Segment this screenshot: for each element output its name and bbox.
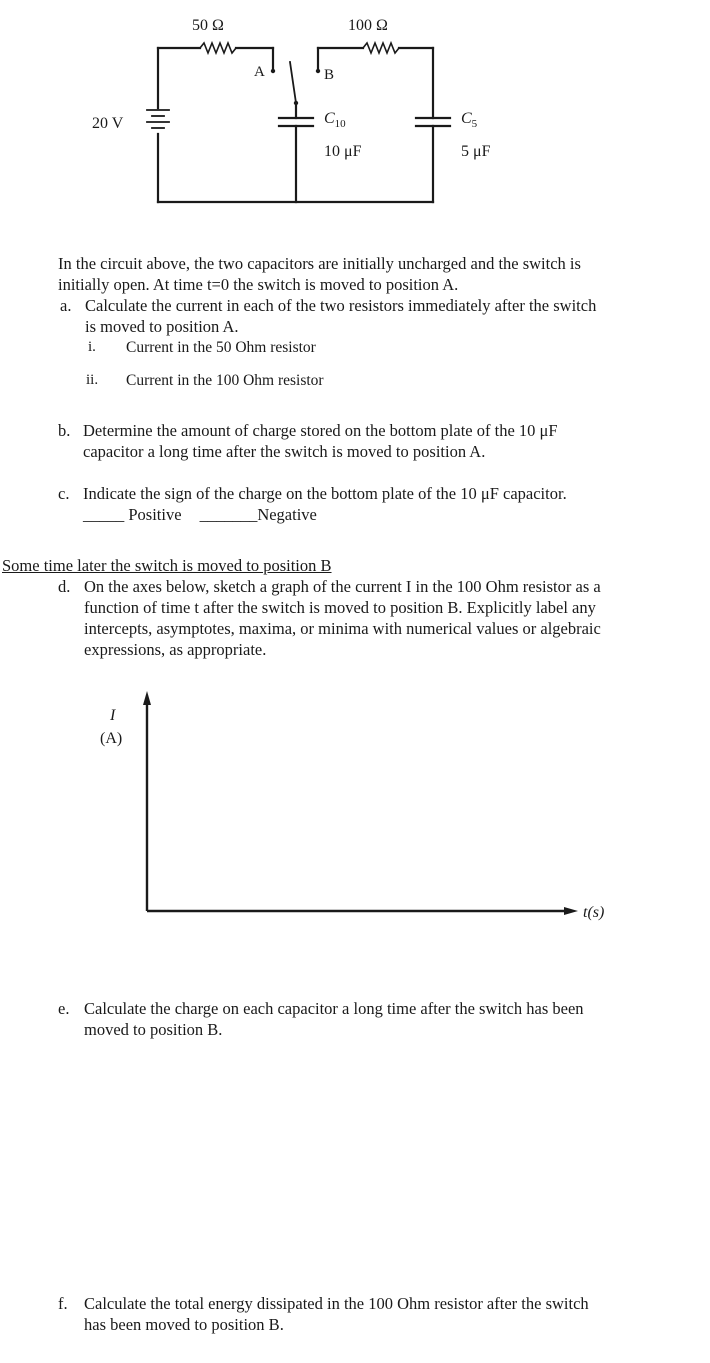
part-f-marker: f. — [58, 1294, 68, 1313]
part-a-ii-marker: ii. — [86, 372, 99, 388]
part-a-i-text: Current in the 50 Ohm resistor — [126, 339, 316, 356]
cap5-subscript: 5 — [471, 118, 478, 130]
positive-label: Positive — [124, 505, 182, 524]
x-axis-label: t(s) — [583, 904, 605, 921]
part-a-i-marker: i. — [88, 339, 96, 355]
y-axis-unit: (A) — [100, 730, 123, 747]
cap5-letter: C — [461, 110, 472, 127]
part-a-ii-text: Current in the 100 Ohm resistor — [126, 372, 324, 389]
switch-label-b: B — [324, 67, 335, 83]
part-e-line-2: moved to position B. — [84, 1020, 223, 1039]
part-d-line-3: intercepts, asymptotes, maxima, or minima with numerical values or algebraic — [84, 619, 601, 638]
y-axis-symbol: I — [110, 707, 116, 724]
part-d-line-4: expressions, as appropriate. — [84, 640, 267, 659]
part-d-line-1: On the axes below, sketch a graph of the current I in the 100 Ohm resistor as a — [84, 577, 601, 596]
battery-label: 20 V — [92, 115, 124, 132]
part-a-line-1: Calculate the current in each of the two resistors immediately after the switch — [85, 296, 597, 315]
part-a-line-2: is moved to position A. — [85, 317, 239, 336]
negative-label: Negative — [257, 505, 317, 524]
intro-line-2: initially open. At time t=0 the switch is moved to position A. — [58, 275, 459, 294]
cap10-name — [324, 110, 346, 130]
resistor-50 — [200, 43, 236, 53]
resistor-100-label: 100 Ω — [348, 17, 388, 34]
negative-blank[interactable]: _______ — [199, 505, 258, 524]
cap5-name — [461, 110, 478, 130]
part-c-line-1: Indicate the sign of the charge on the bottom plate of the 10 μF capacitor. — [83, 484, 567, 503]
part-b-marker: b. — [58, 421, 71, 440]
switch-label-a: A — [254, 64, 265, 80]
part-c-options — [83, 504, 317, 525]
cap5-value: 5 μF — [461, 143, 491, 160]
positive-blank[interactable]: _____ — [83, 505, 125, 524]
part-d-marker: d. — [58, 577, 71, 596]
switch-contact-a — [271, 69, 275, 73]
part-c-marker: c. — [58, 484, 70, 503]
resistor-50-label: 50 Ω — [192, 17, 224, 34]
part-b-line-1: Determine the amount of charge stored on the bottom plate of the 10 μF — [83, 421, 558, 440]
circuit-diagram — [0, 0, 710, 220]
switch-contact-b — [316, 69, 320, 73]
part-e-marker: e. — [58, 999, 70, 1018]
current-vs-time-axes[interactable] — [0, 680, 710, 930]
resistor-100 — [363, 43, 399, 53]
x-axis-arrow — [564, 907, 578, 915]
part-f-line-1: Calculate the total energy dissipated in the 100 Ohm resistor after the switch — [84, 1294, 589, 1313]
intro-line-1: In the circuit above, the two capacitors are initially uncharged and the switch is — [58, 254, 581, 273]
part-d-line-2: function of time t after the switch is moved to position B. Explicitly label any — [84, 598, 596, 617]
y-axis-arrow — [143, 691, 151, 705]
switch-pivot — [294, 101, 298, 105]
part-e-line-1: Calculate the charge on each capacitor a long time after the switch has been — [84, 999, 584, 1018]
cap10-value: 10 μF — [324, 143, 362, 160]
cap10-letter: C — [324, 110, 335, 127]
switch-blade — [290, 62, 296, 103]
cap10-subscript: 10 — [334, 118, 346, 130]
part-a-marker: a. — [60, 296, 72, 315]
part-b-line-2: capacitor a long time after the switch is moved to position A. — [83, 442, 486, 461]
transition-heading: Some time later the switch is moved to position B — [2, 556, 332, 575]
part-f-line-2: has been moved to position B. — [84, 1315, 284, 1334]
